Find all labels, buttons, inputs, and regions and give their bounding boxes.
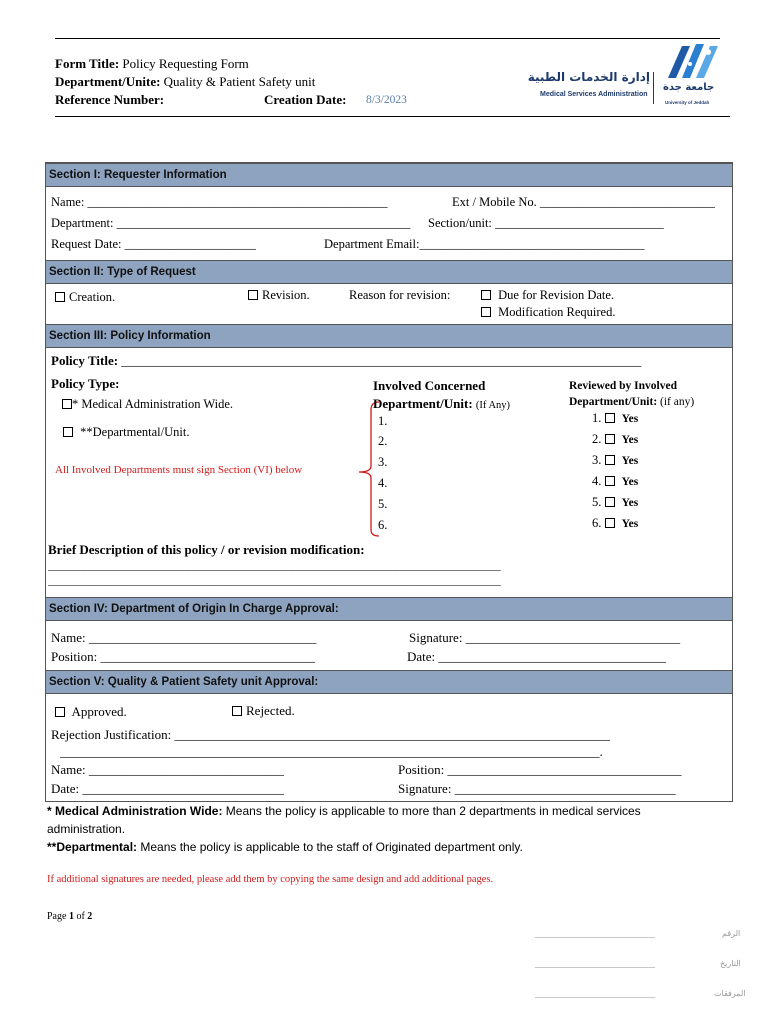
section-4-header: Section IV: Department of Origin In Charge Approval: xyxy=(46,597,732,621)
reviewed-yes-checkbox[interactable] xyxy=(605,455,615,465)
modification-required-option[interactable] xyxy=(481,305,615,320)
rejection-justification-line-2[interactable]: ___________________________________________________________________________________. xyxy=(60,744,603,759)
modification-required-label: Modification Required. xyxy=(498,305,616,319)
request-date-field[interactable]: Request Date: _____________________ xyxy=(51,237,256,251)
reviewed-yes-checkbox[interactable] xyxy=(605,434,615,444)
footnote-departmental: **Departmental: Means the policy is applicable to the staff of Originated department only. xyxy=(47,840,523,854)
departmental-label: **Departmental/Unit. xyxy=(80,425,190,439)
policy-title-row[interactable] xyxy=(51,353,641,369)
department-value: Quality & Patient Safety unit xyxy=(163,74,316,89)
reviewed-row-1[interactable]: 1. Yes xyxy=(592,411,639,425)
creation-date-value: 8/3/2023 xyxy=(366,94,407,106)
brief-description-line-2[interactable]: _______________________________________________________________________________________ xyxy=(48,575,501,587)
page-number: Page 1 of 2 xyxy=(47,911,93,922)
approved-label: Approved. xyxy=(71,704,127,719)
department-row xyxy=(55,74,315,90)
revision-checkbox[interactable] xyxy=(248,290,258,300)
approved-option[interactable] xyxy=(55,704,127,720)
involved-header-line2: Department/Unit: (If Any) xyxy=(373,396,511,411)
reviewed-header-line2: Department/Unit: (if any) xyxy=(569,396,695,408)
section-unit-field[interactable]: Section/unit: ___________________________ xyxy=(428,216,664,230)
approved-checkbox[interactable] xyxy=(55,707,65,717)
creation-checkbox[interactable] xyxy=(55,292,65,302)
reviewed-yes-checkbox[interactable] xyxy=(605,476,615,486)
creation-date-label: Creation Date: xyxy=(264,92,347,107)
header-bottom-rule xyxy=(55,116,730,117)
footnote-wide: * Medical Administration Wide: Means the policy is applicable to more than 2 departments in medical services xyxy=(47,804,641,818)
section-2-header: Section II: Type of Request xyxy=(46,260,732,284)
involved-row-5[interactable]: 5. xyxy=(378,497,388,511)
rejected-checkbox[interactable] xyxy=(232,706,242,716)
footnote-wide-continued: administration. xyxy=(47,822,126,836)
reason-for-revision-label: Reason for revision: xyxy=(349,288,451,302)
due-for-revision-label: Due for Revision Date. xyxy=(498,288,615,302)
reviewed-yes-checkbox[interactable] xyxy=(605,497,615,507)
department-label: Department/Unite: xyxy=(55,74,161,89)
departmental-checkbox[interactable] xyxy=(63,427,73,437)
creation-option[interactable] xyxy=(55,290,115,305)
involved-row-6[interactable]: 6. xyxy=(378,518,388,532)
reviewed-header-line1: Reviewed by Involved xyxy=(569,380,677,392)
footer-number-label: الرقم xyxy=(722,929,741,938)
medical-admin-wide-option[interactable] xyxy=(62,397,233,412)
reviewed-yes-checkbox[interactable] xyxy=(605,413,615,423)
modification-required-checkbox[interactable] xyxy=(481,307,491,317)
reviewed-row-2[interactable]: 2. Yes xyxy=(592,432,639,446)
involved-header-line1: Involved Concerned xyxy=(373,378,486,393)
rejection-justification-field[interactable]: Rejection Justification: ___________________________________________________________________ xyxy=(51,727,610,742)
involved-departments-note: All Involved Departments must sign Section (VI) below xyxy=(55,464,303,476)
footer-attachments-label: المرفقات xyxy=(714,989,746,998)
due-for-revision-option[interactable] xyxy=(481,288,614,303)
medical-admin-wide-checkbox[interactable] xyxy=(62,399,72,409)
additional-signatures-note: If additional signatures are needed, please add them by copying the same design and add additional pages. xyxy=(47,874,494,885)
brief-description-line-1[interactable]: _______________________________________________________________________________________ xyxy=(48,560,501,572)
medical-admin-wide-label: * Medical Administration Wide. xyxy=(72,397,234,411)
origin-date-field[interactable]: Date: ___________________________________ xyxy=(407,649,666,664)
logo xyxy=(527,42,725,112)
department-email-field[interactable]: Department Email:____________________________________ xyxy=(324,237,645,251)
due-for-revision-checkbox[interactable] xyxy=(481,290,491,300)
reviewed-row-5[interactable]: 5. Yes xyxy=(592,495,639,509)
logo-arabic-text: إدارة الخدمات الطبية xyxy=(527,70,650,84)
origin-position-field[interactable]: Position: _________________________________ xyxy=(51,649,315,664)
revision-label: Revision. xyxy=(262,288,310,302)
reviewed-row-3[interactable]: 3. Yes xyxy=(592,453,639,467)
policy-title-line: ________________________________________________________________________________ xyxy=(121,353,642,368)
reviewed-row-6[interactable]: 6. Yes xyxy=(592,516,639,530)
form-title-row xyxy=(55,56,249,72)
involved-row-1[interactable]: 1. xyxy=(378,414,388,428)
reviewed-row-4[interactable]: 4. Yes xyxy=(592,474,639,488)
header-top-rule xyxy=(55,38,720,39)
logo-divider xyxy=(653,72,654,104)
university-emblem-icon xyxy=(660,42,722,80)
departmental-option[interactable] xyxy=(63,425,189,440)
origin-signature-field[interactable]: Signature: _________________________________ xyxy=(409,630,681,645)
reference-label: Reference Number: xyxy=(55,92,165,107)
qps-signature-field[interactable]: Signature: __________________________________ xyxy=(398,781,676,796)
section-1-header: Section I: Requester Information xyxy=(46,163,732,187)
footer-attachments-line: ________________________ xyxy=(535,988,655,999)
rejected-option[interactable] xyxy=(232,703,295,719)
section-3-header: Section III: Policy Information xyxy=(46,324,732,348)
requester-name-field[interactable]: Name: ________________________________________________ xyxy=(51,195,388,209)
origin-name-field[interactable]: Name: ___________________________________ xyxy=(51,630,317,645)
form-title-label: Form Title: xyxy=(55,56,120,71)
qps-name-field[interactable]: Name: ______________________________ xyxy=(51,762,284,777)
ext-mobile-field[interactable]: Ext / Mobile No. ____________________________ xyxy=(452,195,715,209)
requester-department-field[interactable]: Department: _______________________________________________ xyxy=(51,216,411,230)
revision-option[interactable] xyxy=(248,288,310,303)
brief-description-label: Brief Description of this policy / or revision modification: xyxy=(48,542,365,557)
policy-title-label: Policy Title: xyxy=(51,353,119,368)
involved-row-3[interactable]: 3. xyxy=(378,455,388,469)
qps-date-field[interactable]: Date: _______________________________ xyxy=(51,781,284,796)
rejected-label: Rejected. xyxy=(246,703,295,718)
section-5-header: Section V: Quality & Patient Safety unit Approval: xyxy=(46,670,732,694)
form-title-value: Policy Requesting Form xyxy=(122,56,249,71)
university-arabic-text: جامعة جدة xyxy=(663,82,715,93)
footer-number-line: ________________________ xyxy=(535,928,655,939)
logo-english-text: Medical Services Administration xyxy=(540,91,648,98)
policy-type-label: Policy Type: xyxy=(51,376,120,391)
reviewed-yes-checkbox[interactable] xyxy=(605,518,615,528)
creation-label: Creation. xyxy=(69,290,116,304)
qps-position-field[interactable]: Position: ____________________________________ xyxy=(398,762,682,777)
footer-date-line: ________________________ xyxy=(535,958,655,969)
involved-row-2[interactable]: 2. xyxy=(378,434,388,448)
involved-row-4[interactable]: 4. xyxy=(378,476,388,490)
footer-date-label: التاريخ xyxy=(720,959,741,968)
university-english-text: University of Jeddah xyxy=(665,100,710,105)
